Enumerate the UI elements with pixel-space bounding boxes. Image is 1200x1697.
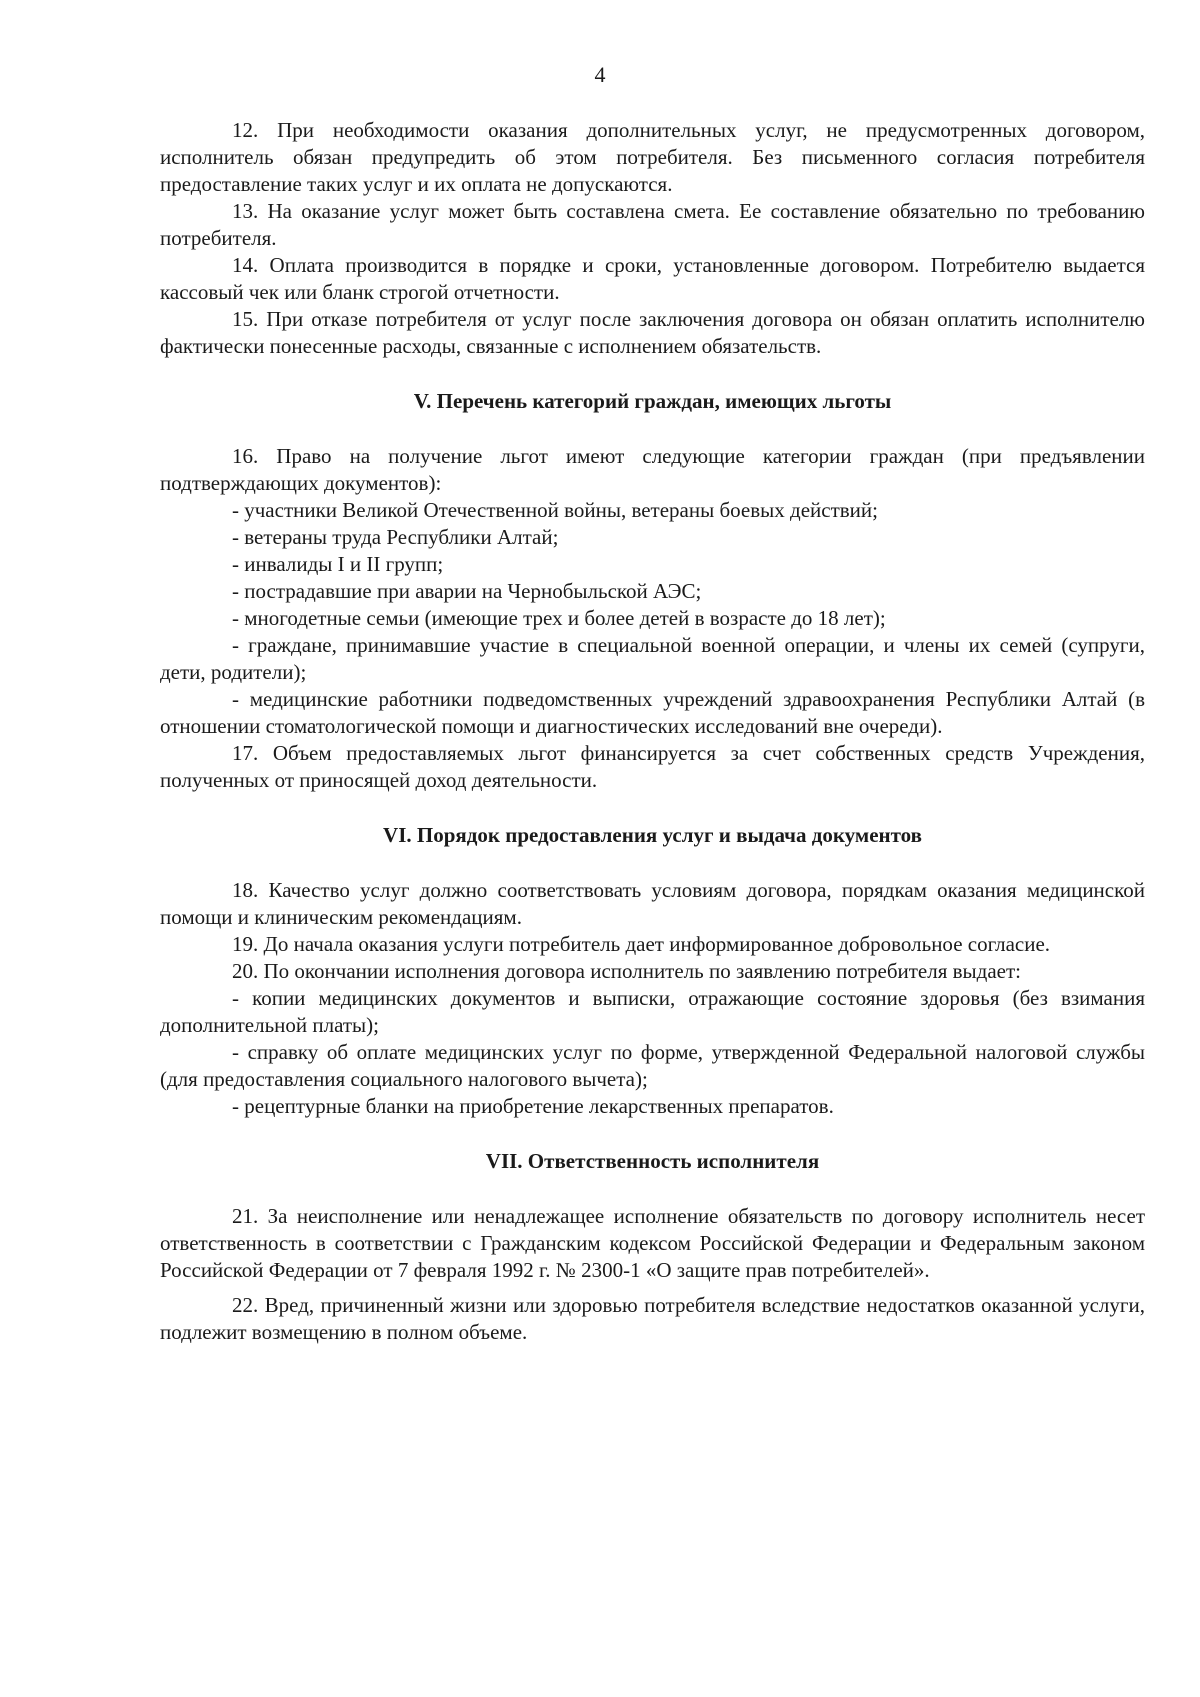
paragraph-22: 22. Вред, причиненный жизни или здоровью потребителя вследствие недостатков оказанной услуги, подлежит возмещению в полном объеме. bbox=[160, 1293, 1145, 1344]
list-item: - многодетные семьи (имеющие трех и более детей в возрасте до 18 лет); bbox=[232, 606, 886, 630]
list-item: - копии медицинских документов и выписки, отражающие состояние здоровья (без взимания дополнительной платы); bbox=[160, 986, 1145, 1037]
section-5-heading: V. Перечень категорий граждан, имеющих льготы bbox=[413, 389, 892, 413]
document-body bbox=[160, 117, 1145, 1346]
list-item: - пострадавшие при аварии на Чернобыльской АЭС; bbox=[232, 579, 702, 603]
paragraph-21: 21. За неисполнение или ненадлежащее исполнение обязательств по договору исполнитель несет ответственность в соответствии с Гражданским кодексом Российской Федерации и Федеральным законом Российской Федерации от 7 февраля 1992 г. № 2300-1 «О защите прав потребителей». bbox=[160, 1204, 1145, 1282]
paragraph-16: 16. Право на получение льгот имеют следующие категории граждан (при предъявлении подтверждающих документов): bbox=[160, 444, 1145, 495]
paragraph-17: 17. Объем предоставляемых льгот финансируется за счет собственных средств Учреждения, полученных от приносящей доход деятельности. bbox=[160, 741, 1145, 792]
paragraph-12: 12. При необходимости оказания дополнительных услуг, не предусмотренных договором, исполнитель обязан предупредить об этом потребителя. Без письменного согласия потребителя предоставление таких услуг и их оплата не допускаются. bbox=[160, 118, 1145, 196]
list-item: - ветераны труда Республики Алтай; bbox=[232, 525, 559, 549]
paragraph-14: 14. Оплата производится в порядке и сроки, установленные договором. Потребителю выдается кассовый чек или бланк строгой отчетности. bbox=[160, 253, 1145, 304]
list-item: - участники Великой Отечественной войны, ветераны боевых действий; bbox=[232, 498, 878, 522]
paragraph-19: 19. До начала оказания услуги потребитель дает информированное добровольное согласие. bbox=[232, 932, 1051, 956]
paragraph-13: 13. На оказание услуг может быть составлена смета. Ее составление обязательно по требованию потребителя. bbox=[160, 199, 1145, 250]
list-item: - медицинские работники подведомственных учреждений здравоохранения Республики Алтай (в отношении стоматологической помощи и диагностических исследований вне очереди). bbox=[160, 687, 1145, 738]
page-number: 4 bbox=[594, 62, 606, 87]
list-item: - справку об оплате медицинских услуг по форме, утвержденной Федеральной налоговой службы (для предоставления социального налогового вычета); bbox=[160, 1040, 1145, 1091]
paragraph-15: 15. При отказе потребителя от услуг после заключения договора он обязан оплатить исполнителю фактически понесенные расходы, связанные с исполнением обязательств. bbox=[160, 307, 1145, 358]
list-item: - граждане, принимавшие участие в специальной военной операции, и члены их семей (супруги, дети, родители); bbox=[160, 633, 1145, 684]
paragraph-20: 20. По окончании исполнения договора исполнитель по заявлению потребителя выдает: bbox=[232, 959, 1021, 983]
section-7-heading: VII. Ответственность исполнителя bbox=[485, 1149, 820, 1173]
list-item: - инвалиды I и II групп; bbox=[232, 552, 444, 576]
list-item: - рецептурные бланки на приобретение лекарственных препаратов. bbox=[232, 1094, 834, 1118]
section-6-heading: VI. Порядок предоставления услуг и выдача документов bbox=[383, 823, 922, 847]
paragraph-18: 18. Качество услуг должно соответствовать условиям договора, порядкам оказания медицинской помощи и клиническим рекомендациям. bbox=[160, 878, 1145, 929]
